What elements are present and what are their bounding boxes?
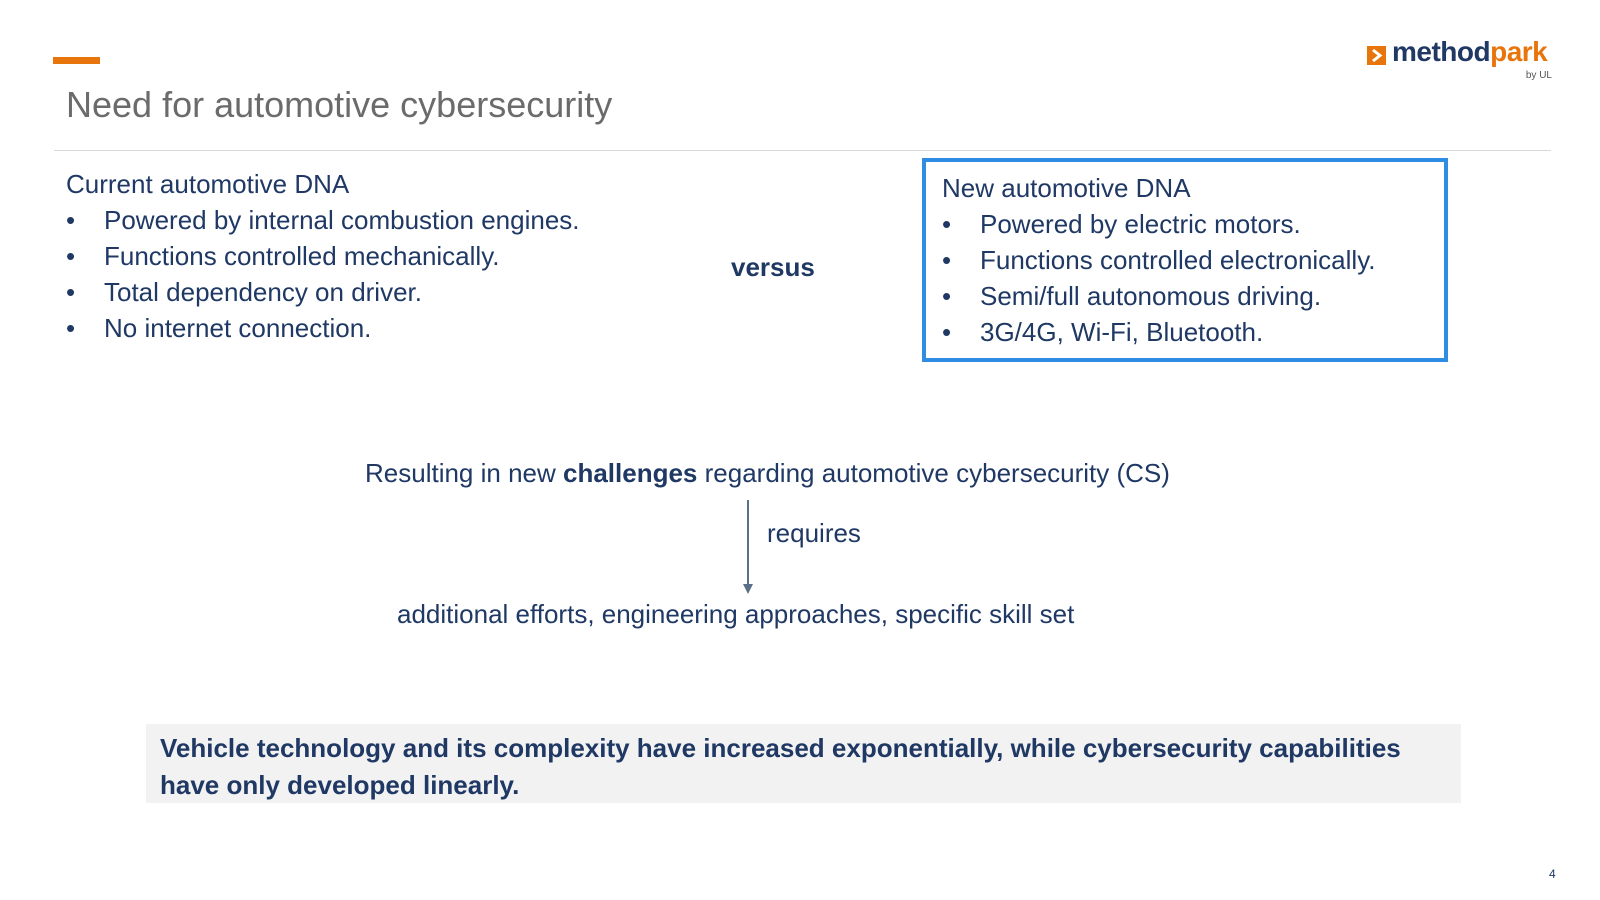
list-item-text: No internet connection. bbox=[104, 313, 372, 343]
new-dna-heading: New automotive DNA bbox=[942, 173, 1191, 203]
current-dna-section bbox=[66, 166, 716, 346]
title-divider bbox=[54, 150, 1551, 151]
arrow-label: requires bbox=[767, 518, 861, 548]
list-item-text: Total dependency on driver. bbox=[104, 277, 422, 307]
page-number: 4 bbox=[1549, 867, 1556, 881]
resulting-statement bbox=[365, 458, 1170, 489]
bullet-icon: • bbox=[66, 277, 76, 307]
current-dna-list bbox=[66, 202, 716, 346]
list-item bbox=[66, 310, 716, 346]
bullet-icon: • bbox=[66, 205, 76, 235]
list-item-text: Functions controlled mechanically. bbox=[104, 241, 500, 271]
list-item-text: Semi/full autonomous driving. bbox=[980, 281, 1322, 311]
list-item bbox=[942, 242, 1444, 278]
slide-title: Need for automotive cybersecurity bbox=[66, 84, 613, 125]
new-dna-section bbox=[922, 158, 1448, 362]
versus-label: versus bbox=[731, 252, 815, 282]
list-item bbox=[66, 202, 716, 238]
new-dna-list bbox=[942, 206, 1444, 350]
logo-wordmark bbox=[1392, 36, 1547, 68]
logo-word-method: method bbox=[1392, 36, 1491, 67]
list-item-text: Functions controlled electronically. bbox=[980, 245, 1376, 275]
list-item-text: Powered by internal combustion engines. bbox=[104, 205, 580, 235]
list-item bbox=[942, 278, 1444, 314]
list-item-text: 3G/4G, Wi-Fi, Bluetooth. bbox=[980, 317, 1264, 347]
resulting-prefix: Resulting in new bbox=[365, 458, 563, 488]
list-item bbox=[66, 274, 716, 310]
down-arrow-icon bbox=[742, 500, 754, 601]
logo-word-park: park bbox=[1490, 36, 1548, 67]
list-item bbox=[942, 314, 1444, 350]
current-dna-heading: Current automotive DNA bbox=[66, 169, 350, 199]
resulting-emphasis: challenges bbox=[563, 458, 698, 488]
list-item bbox=[66, 238, 716, 274]
bullet-icon: • bbox=[942, 281, 952, 311]
bullet-icon: • bbox=[66, 313, 76, 343]
key-takeaway-callout bbox=[146, 724, 1461, 803]
bullet-icon: • bbox=[942, 317, 952, 347]
bullet-icon: • bbox=[942, 245, 952, 275]
logo-subtitle: by UL bbox=[1525, 70, 1552, 81]
callout-line-1: Vehicle technology and its complexity have increased exponentially, while cybersecurity capabilities bbox=[160, 733, 1401, 763]
title-accent-bar bbox=[53, 57, 100, 64]
callout-line-2: have only developed linearly. bbox=[160, 770, 520, 800]
bullet-icon: • bbox=[942, 209, 952, 239]
logo-arrow-icon bbox=[1367, 46, 1386, 65]
outcome-statement: additional efforts, engineering approaches, specific skill set bbox=[397, 599, 1075, 629]
bullet-icon: • bbox=[66, 241, 76, 271]
list-item bbox=[942, 206, 1444, 242]
list-item-text: Powered by electric motors. bbox=[980, 209, 1301, 239]
resulting-suffix: regarding automotive cybersecurity (CS) bbox=[697, 458, 1170, 488]
methodpark-logo bbox=[1367, 36, 1567, 86]
